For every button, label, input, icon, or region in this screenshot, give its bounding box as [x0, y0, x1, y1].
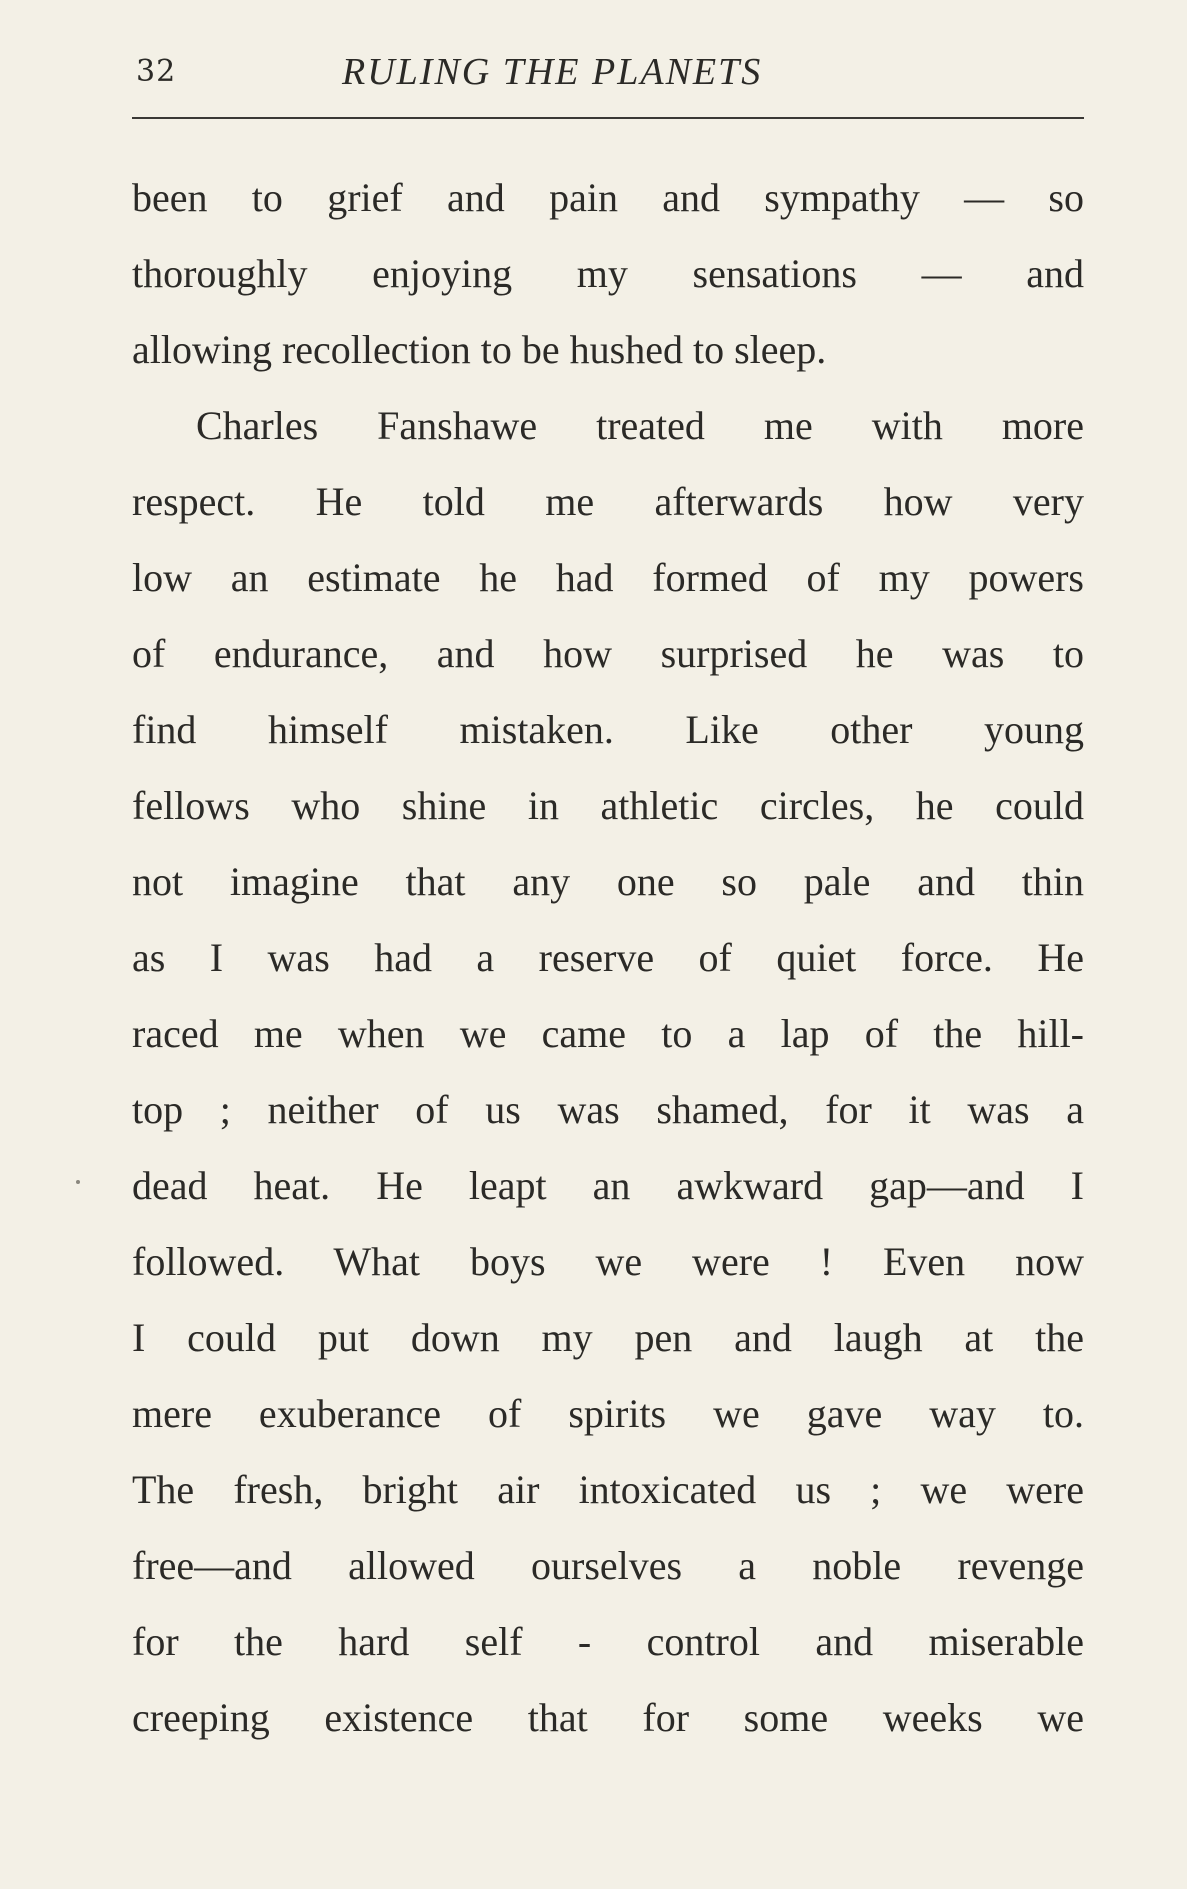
text-line: fellows who shine in athletic circles, he could: [132, 783, 1084, 828]
paper-speck: [76, 1180, 80, 1184]
text-line: thoroughly enjoying my sensations — and: [132, 251, 1084, 296]
text-line: mere exuberance of spirits we gave way to.: [132, 1391, 1084, 1436]
text-line: allowing recollection to be hushed to sleep.: [132, 327, 827, 372]
text-line: of endurance, and how surprised he was to: [132, 631, 1084, 676]
text-line: not imagine that any one so pale and thin: [132, 859, 1084, 904]
text-line: free—and allowed ourselves a noble revenge: [132, 1543, 1084, 1588]
text-line: raced me when we came to a lap of the hill-: [132, 1011, 1084, 1056]
text-line: The fresh, bright air intoxicated us ; we were: [132, 1467, 1084, 1512]
header-rule: [132, 117, 1084, 119]
text-line: for the hard self - control and miserable: [132, 1619, 1084, 1664]
running-title: RULING THE PLANETS: [342, 51, 763, 93]
text-line: find himself mistaken. Like other young: [132, 707, 1084, 752]
text-line: followed. What boys we were ! Even now: [132, 1239, 1084, 1284]
text-line: I could put down my pen and laugh at the: [132, 1315, 1084, 1360]
text-line: Charles Fanshawe treated me with more: [196, 403, 1084, 448]
text-line: respect. He told me afterwards how very: [132, 479, 1084, 524]
body-text: [132, 160, 1084, 1756]
text-line: as I was had a reserve of quiet force. He: [132, 935, 1084, 980]
text-line: been to grief and pain and sympathy — so: [132, 175, 1084, 220]
text-line: creeping existence that for some weeks we: [132, 1695, 1084, 1740]
page-number: 32: [136, 54, 177, 89]
text-line: dead heat. He leapt an awkward gap—and I: [132, 1163, 1084, 1208]
text-line: top ; neither of us was shamed, for it was a: [132, 1087, 1084, 1132]
text-line: low an estimate he had formed of my powers: [132, 555, 1084, 600]
running-head: [132, 48, 1084, 96]
